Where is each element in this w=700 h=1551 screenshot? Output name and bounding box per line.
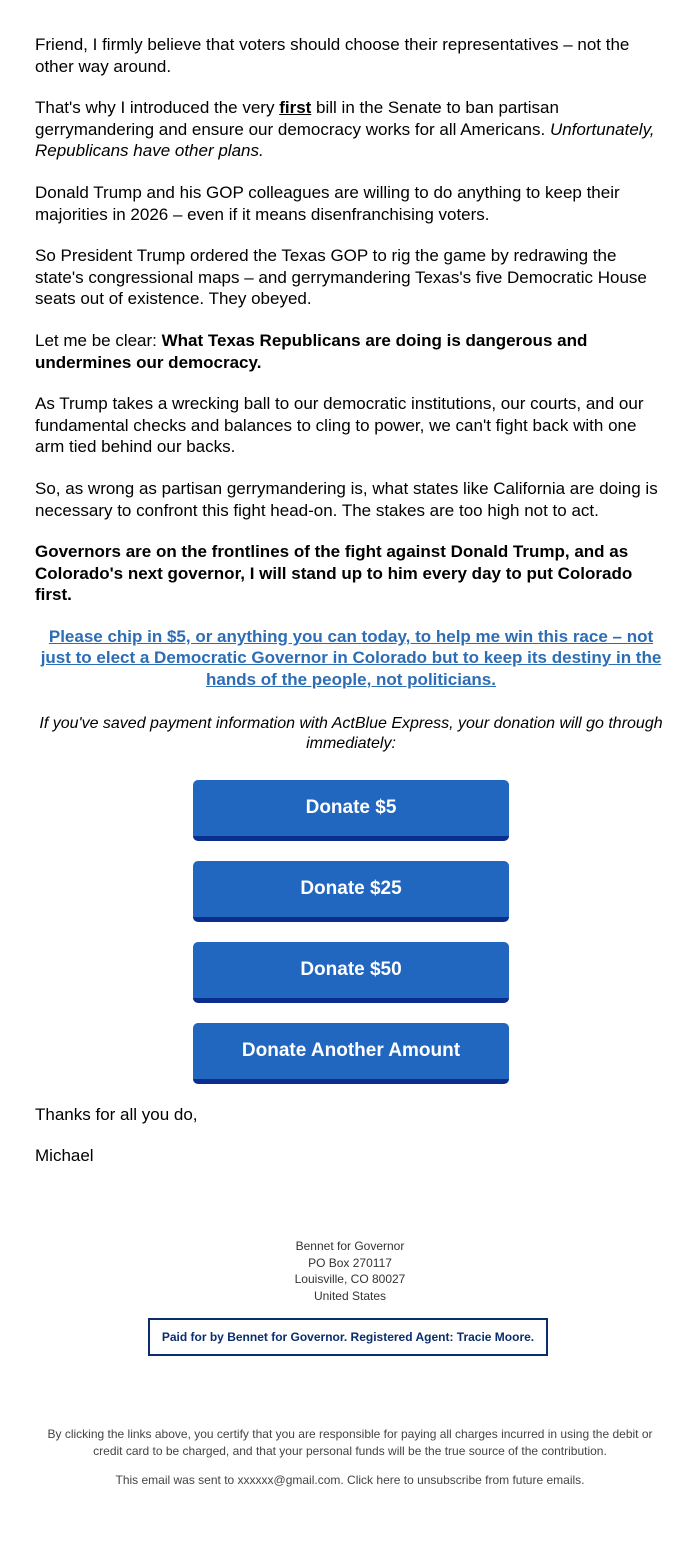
donate-25-button[interactable]: Donate $25 <box>193 861 509 922</box>
paragraph-wrecking-ball: As Trump takes a wrecking ball to our democratic institutions, our courts, and our fundamental checks and balances to cling to power, we can't fight back with one arm tied behind our backs. <box>35 394 644 457</box>
contribution-disclaimer: By clicking the links above, you certify that you are responsible for paying all charges incurred in using the debit or credit card to be charged, and that your personal funds will be the true source of the contribution. <box>47 1427 653 1458</box>
actblue-express-note: If you've saved payment information with ActBlue Express, your donation will go through immediately: <box>39 714 663 752</box>
paragraph-governors-frontlines: Governors are on the frontlines of the fight against Donald Trump, and as Colorado's next governor, I will stand up to him every day to put Colorado first. <box>35 542 633 605</box>
republican-plans-italic: Unfortunately, Republicans have other plans. <box>35 119 655 161</box>
paragraph-first-bill-post: bill in the Senate to ban partisan gerrymandering and ensure our democracy works for all Americans. <box>35 98 559 139</box>
unsubscribe-line[interactable]: This email was sent to xxxxxx@gmail.com. Click here to unsubscribe from future emails. <box>115 1473 585 1487</box>
paragraph-first-bill <box>35 97 667 162</box>
paragraph-intro: Friend, I firmly believe that voters should choose their representatives – not the other way around. <box>35 35 630 76</box>
let-me-be-clear-bold: What Texas Republicans are doing is dangerous and undermines our democracy. <box>35 330 588 372</box>
donate-other-amount-button[interactable]: Donate Another Amount <box>193 1023 509 1084</box>
thanks-line: Thanks for all you do, <box>35 1104 198 1124</box>
first-emphasis: first <box>279 98 312 118</box>
chip-in-link[interactable]: Please chip in $5, or anything you can today, to help me win this race – not just to elect a Democratic Governor in Colorado but to keep its destiny in the hands of the people, not politicians. <box>40 626 662 690</box>
footer-address <box>0 1238 700 1304</box>
signature: Michael <box>35 1146 94 1166</box>
footer-country: United States <box>313 1288 387 1303</box>
paragraph-first-bill-pre: That's why I introduced the very <box>35 98 280 118</box>
paragraph-gop-majorities: Donald Trump and his GOP colleagues are willing to do anything to keep their majorities in 2026 – even if it means disenfranchising voters. <box>35 182 620 224</box>
footer-po-box: PO Box 270117 <box>308 1255 392 1270</box>
footer-city: Louisville, CO 80027 <box>294 1272 406 1287</box>
donate-50-button[interactable]: Donate $50 <box>193 942 509 1003</box>
paragraph-let-me-be-clear <box>35 330 667 373</box>
paragraph-texas-maps: So President Trump ordered the Texas GOP to rig the game by redrawing the state's congressional maps – and gerrymandering Texas's five Democratic House seats out of existence. They obeyed. <box>35 246 647 309</box>
paid-for-disclaimer-box: Paid for by Bennet for Governor. Registered Agent: Tracie Moore. <box>148 1318 548 1356</box>
donate-5-button[interactable]: Donate $5 <box>193 780 509 841</box>
paragraph-california: So, as wrong as partisan gerrymandering is, what states like California are doing is necessary to confront this fight head-on. The stakes are too high not to act. <box>35 478 658 520</box>
footer-org-name: Bennet for Governor <box>295 1239 405 1253</box>
donate-button-group <box>35 780 667 1084</box>
let-me-be-clear-lead: Let me be clear: <box>35 330 162 350</box>
email-body <box>35 34 667 1167</box>
